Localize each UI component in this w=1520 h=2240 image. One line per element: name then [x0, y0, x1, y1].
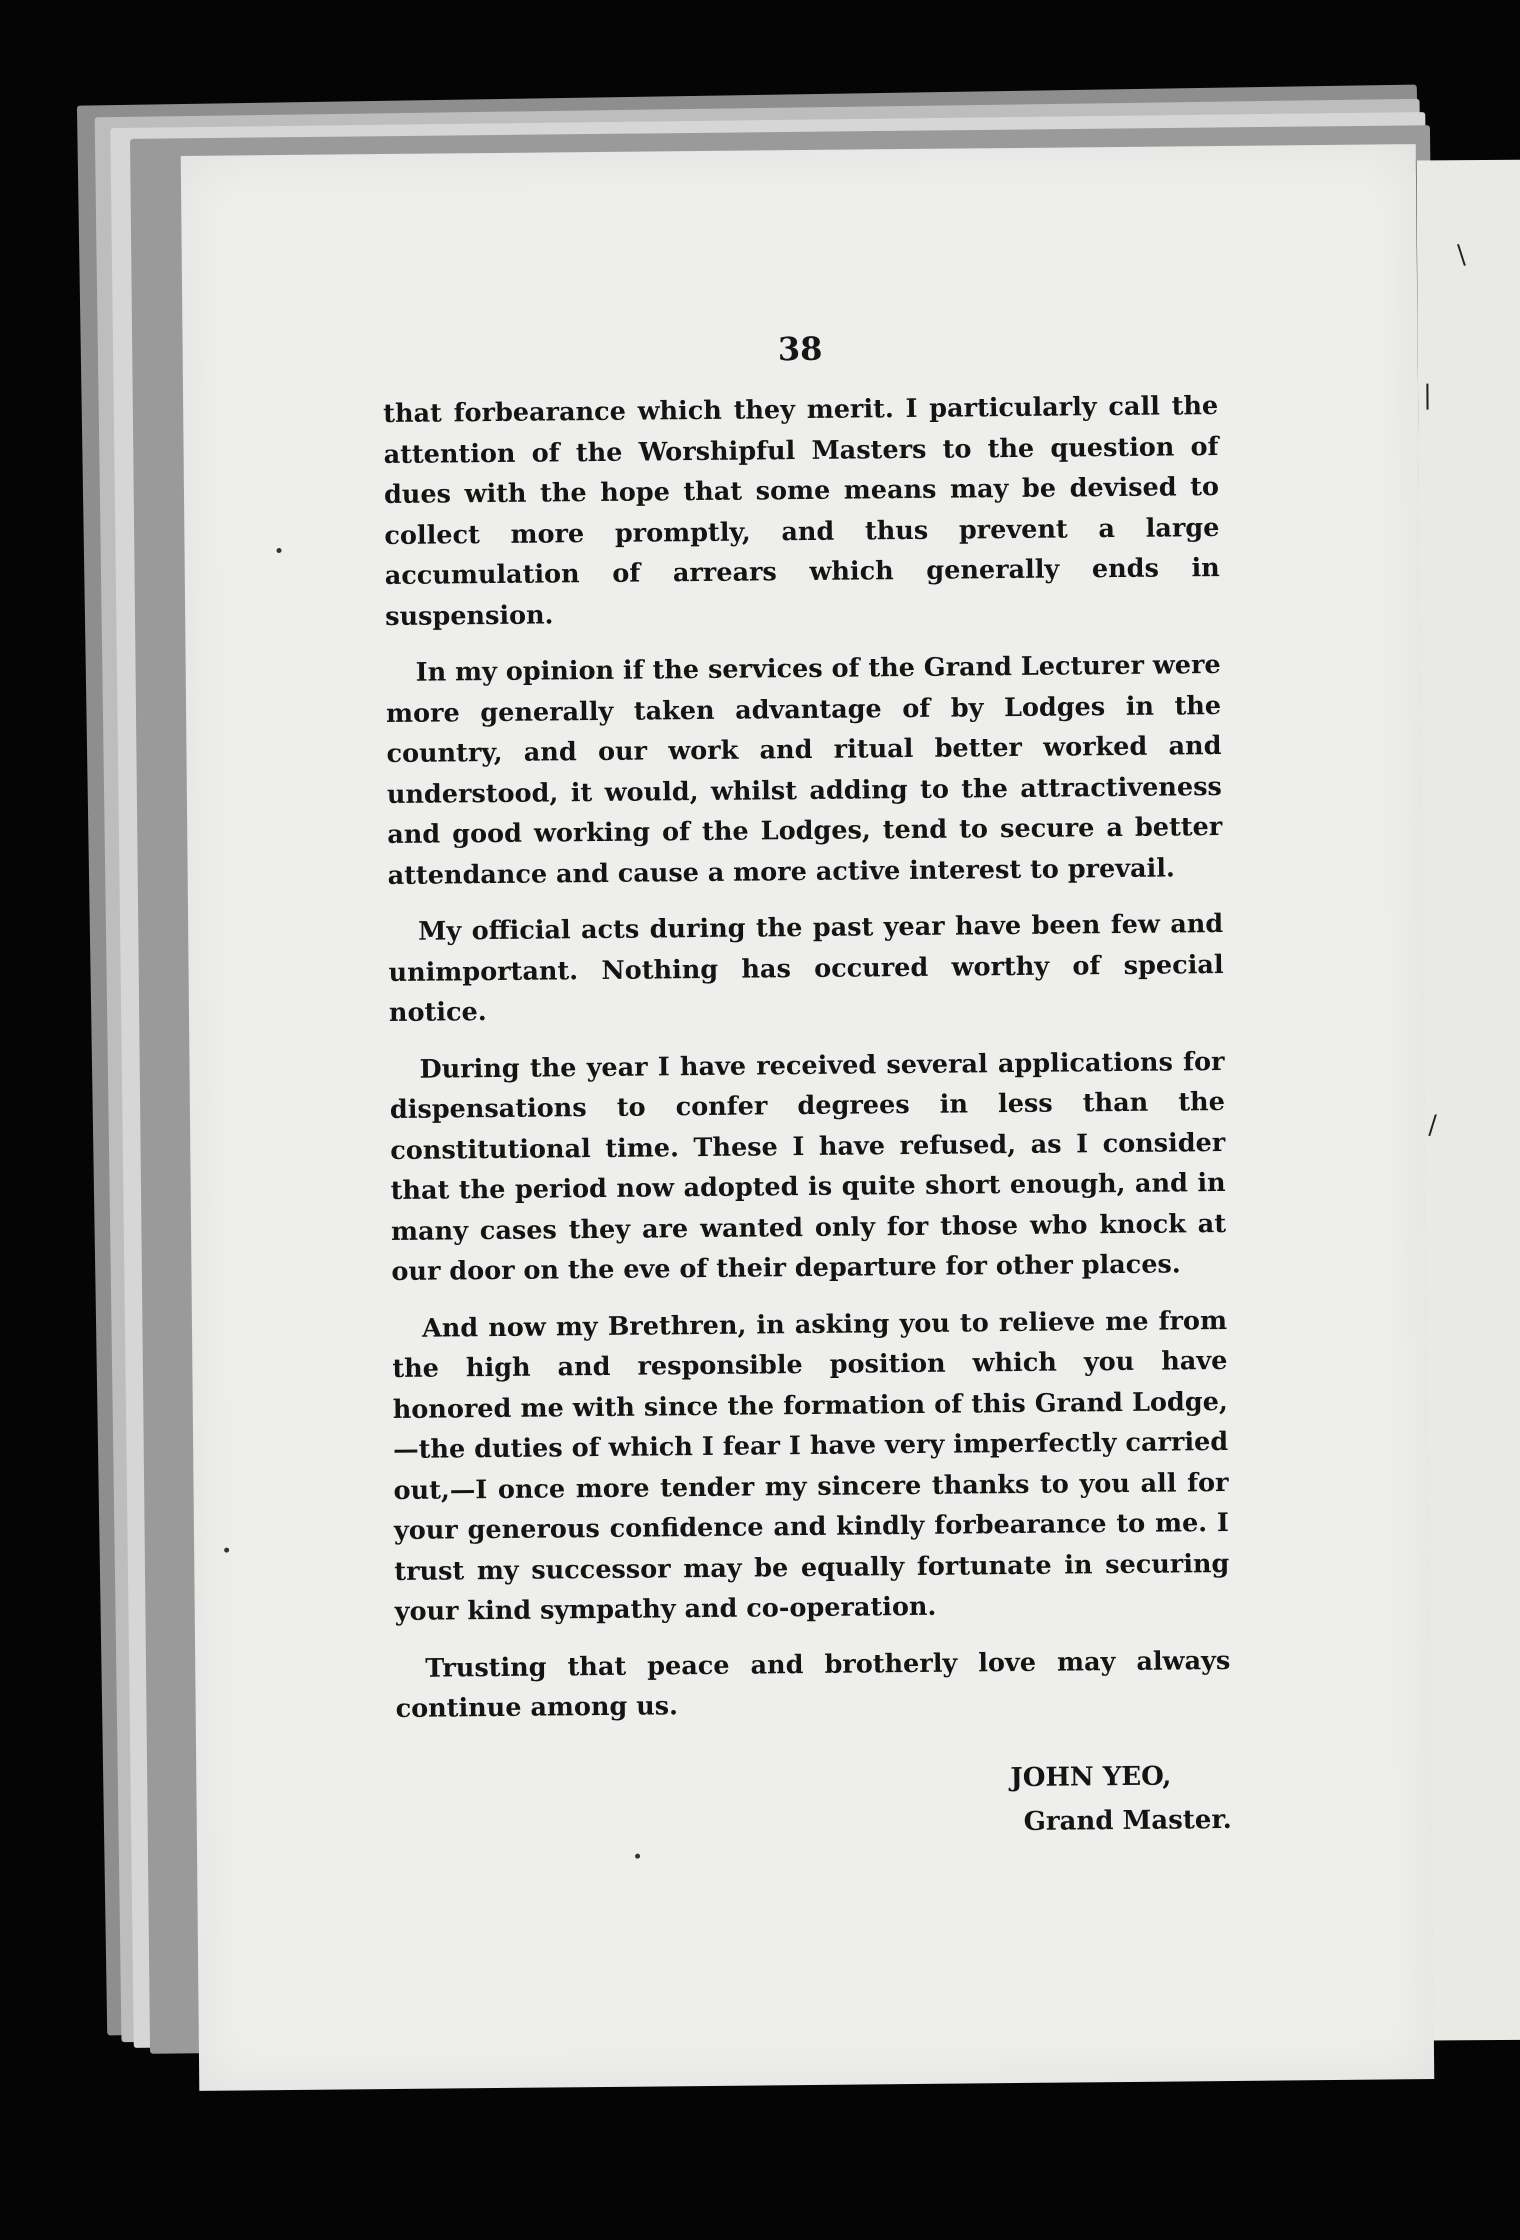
- paragraph: And now my Brethren, in asking you to relieve me from the high and responsible position which you have honored me with since the formation of this Grand Lodge, —the duties of which I fear I have very imperfectly carried out,—I once more tender my sincere thanks to you all for your generous confidence and kindly forbearance to me. I trust my successor may be equally fortunate in securing your kind sympathy and co-operation.: [392, 1305, 1230, 1627]
- page-body: [383, 386, 1231, 1745]
- paper-speck: [635, 1854, 640, 1859]
- paragraph: My official acts during the past year have been few and unimportant. Nothing has occured worthy of special notice.: [388, 909, 1224, 1029]
- paragraph: that forbearance which they merit. I particularly call the attention of the Worshipful Masters to the question of dues with the hope that some means may be devised to collect more promptly, and thus prevent a large accumulation of arrears which generally ends in suspension.: [383, 391, 1220, 632]
- page-number: 38: [777, 329, 823, 369]
- paragraph: In my opinion if the services of the Grand Lecturer were more generally taken advantage of by Lodges in the country, and our work and ritual better worked and understood, it would, whilst adding to the attractiveness and good working of the Lodges, tend to secure a better attendance and cause a more active interest to prevail.: [385, 650, 1223, 891]
- facing-page-mark: /: [1428, 1110, 1438, 1141]
- signatory-name: JOHN YEO,: [1010, 1761, 1172, 1794]
- paper-speck: [277, 548, 282, 553]
- facing-page-mark: \: [1456, 240, 1466, 271]
- signature-block: [396, 1754, 1232, 1850]
- signatory-title: Grand Master.: [1023, 1804, 1232, 1837]
- book-page: [181, 144, 1438, 2091]
- facing-page-mark: |: [1422, 380, 1432, 411]
- paper-speck: [224, 1548, 229, 1553]
- paragraph: During the year I have received several applications for dispensations to confer degrees in less than the constitutional time. These I have refused, as I consider that the period now adopted is quite short enough, and in many cases they are wanted only for those who knock at our door on the eve of their departure for other places.: [389, 1046, 1227, 1287]
- paragraph: Trusting that peace and brotherly love may always continue among us.: [395, 1645, 1231, 1724]
